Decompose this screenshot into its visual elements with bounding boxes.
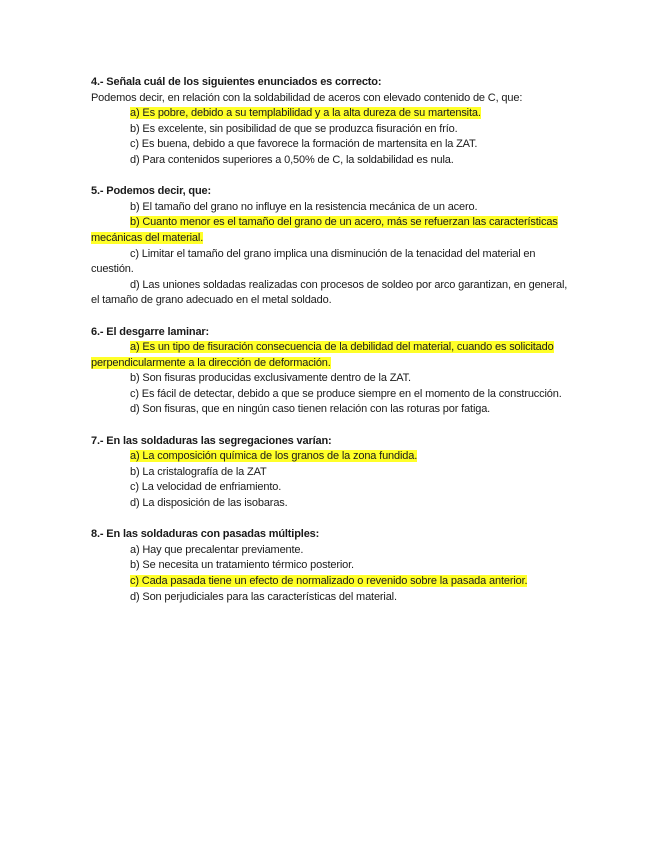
answer-option-b: b) Se necesita un tratamiento térmico posterior. [130,559,354,572]
highlighted-answer: a) La composición química de los granos de la zona fundida. [130,450,418,463]
answer-option-a: a) Hay que precalentar previamente. [130,543,304,556]
answer-option-b: b) Es excelente, sin posibilidad de que se produzca fisuración en frío. [130,122,458,135]
question-title: 5.- Podemos decir, que: [91,185,212,198]
answer-option-a [91,449,569,465]
question-intro: Podemos decir, en relación con la soldabilidad de aceros con elevado contenido de C, que: [91,91,523,104]
document-content [91,75,569,621]
question-4 [91,75,569,169]
highlighted-answer: c) Cada pasada tiene un efecto de normalizado o revenido sobre la pasada anterior. [130,575,528,587]
answer-option-c: c) Es fácil de detectar, debido a que se produce siempre en el momento de la construcción. [130,387,562,400]
highlighted-answer: a) Es pobre, debido a su templabilidad y a la alta dureza de su martensita. [130,107,481,120]
answer-option-d: d) Para contenidos superiores a 0,50% de C, la soldabilidad es nula. [130,153,454,166]
answer-option-a [91,340,569,371]
answer-option-b: b) Son fisuras producidas exclusivamente dentro de la ZAT. [130,372,411,385]
answer-option-c: c) Limitar el tamaño del grano implica una disminución de la tenacidad del material en cuestión. [91,247,536,276]
answer-option-a [91,106,569,122]
question-title: 6.- El desgarre laminar: [91,325,210,338]
answer-option-d: d) Son fisuras, que en ningún caso tienen relación con las roturas por fatiga. [130,403,491,416]
answer-option-c: c) Es buena, debido a que favorece la formación de martensita en la ZAT. [130,138,478,151]
answer-option-b: b) La cristalografía de la ZAT [130,465,267,478]
answer-option-c [91,574,569,590]
answer-option-d: d) Las uniones soldadas realizadas con procesos de soldeo por arco garantizan, en general, el tamaño de grano adecuado en el metal soldado. [91,278,568,307]
question-7 [91,434,569,512]
highlighted-answer: b) Cuanto menor es el tamaño del grano de un acero, más se refuerzan las características mecánicas del material. [91,216,558,244]
answer-option-a: b) El tamaño del grano no influye en la resistencia mecánica de un acero. [130,200,478,213]
question-title: 7.- En las soldaduras las segregaciones varían: [91,434,332,447]
answer-option-c: c) La velocidad de enfriamiento. [130,481,282,494]
question-title: 4.- Señala cuál de los siguientes enunciados es correcto: [91,76,382,88]
answer-option-d: d) La disposición de las isobaras. [130,497,288,510]
answer-option-d: d) Son perjudiciales para las características del material. [130,590,397,603]
highlighted-answer: a) Es un tipo de fisuración consecuencia de la debilidad del material, cuando es solicitado perpendicularmente a la dirección de deformación. [91,341,554,369]
answer-option-b [91,215,569,246]
question-8 [91,527,569,605]
question-title: 8.- En las soldaduras con pasadas múltiples: [91,528,320,541]
question-5 [91,184,569,309]
question-6 [91,325,569,419]
